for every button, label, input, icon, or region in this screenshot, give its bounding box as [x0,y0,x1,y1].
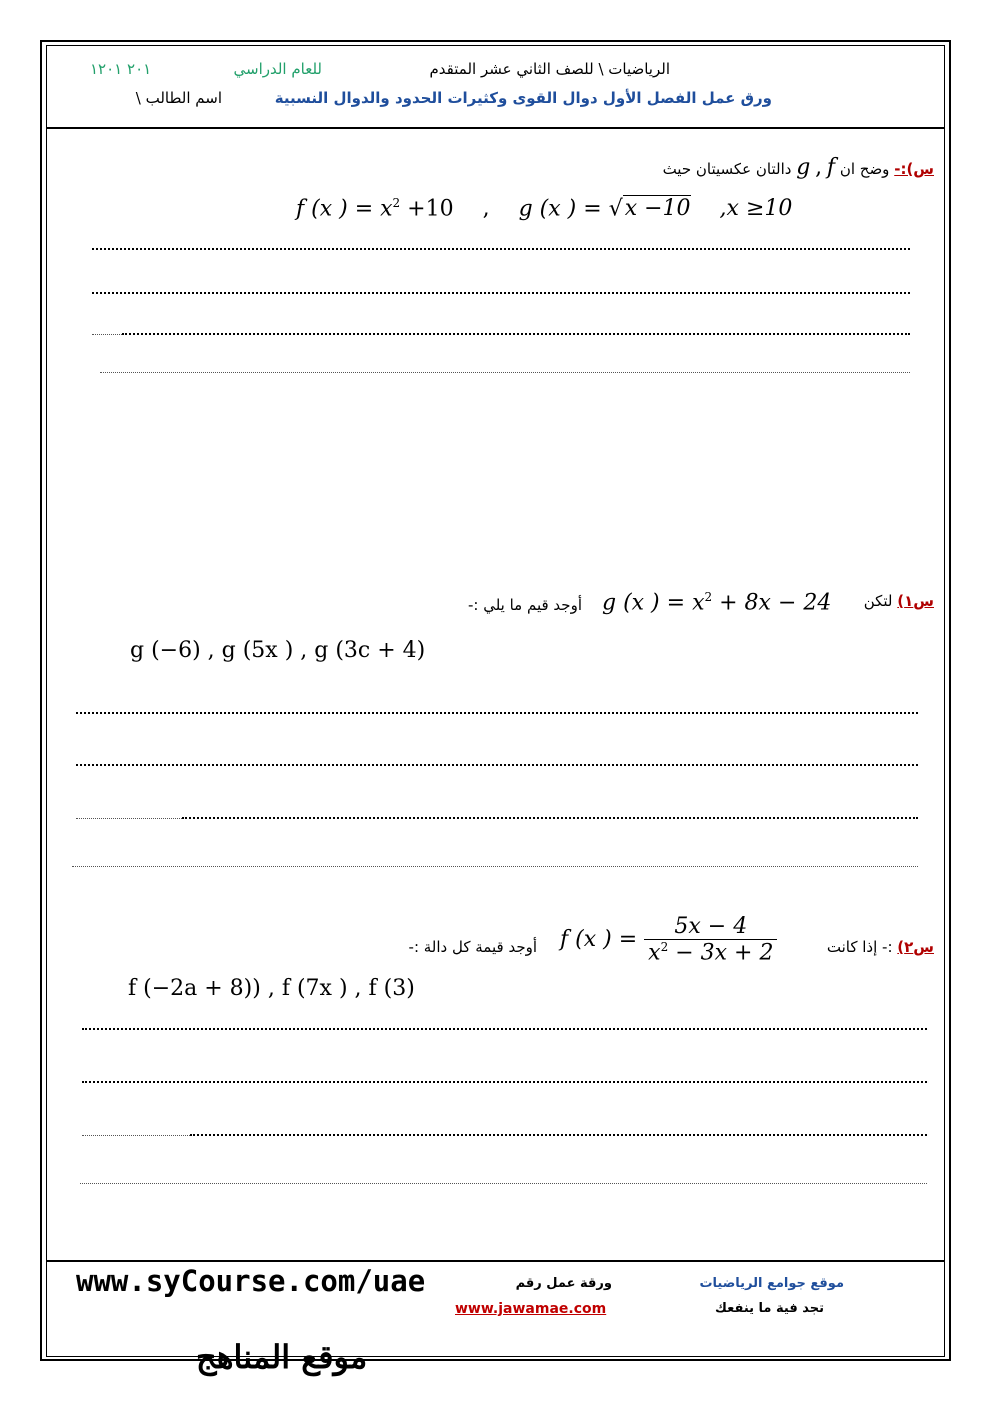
fraction-denominator-exponent: 2 [660,940,669,954]
question-1-label: س١) [897,592,934,610]
answer-line [72,866,918,867]
question-0-prompt [663,155,934,180]
header-subject: الرياضيات \ للصف الثاني عشر المتقدم [429,60,670,78]
site-url-watermark[interactable] [76,1264,425,1298]
site-name: موقع جوامع الرياضيات [699,1276,844,1291]
question-0-g: g [796,155,811,180]
fraction-denominator-tail: − 3x + 2 [668,940,774,966]
question-0-comma: , [815,155,823,180]
site-link[interactable]: www.jawamae.com [455,1301,607,1317]
equation-g-exponent: 2 [704,590,713,604]
answer-line [82,1135,190,1136]
question-2-prompt [827,938,934,956]
answer-line [92,292,910,294]
footer-divider [46,1260,945,1262]
handwritten-caption: موقع المناهج [196,1338,368,1376]
answer-line [82,1028,927,1030]
equation-g-def: g (x ) = x [602,590,705,616]
question-1-text-post: أوجد قيم ما يلي :- [467,596,582,614]
fraction-denominator-x: x [648,940,661,966]
student-name-label: اسم الطالب \ [135,89,222,107]
fraction-numerator: 5x − 4 [644,914,777,940]
equation-g-tail: + 8x − 24 [719,590,832,616]
header-year-label: للعام الدراسي [233,60,322,78]
question-1-items: g (−6) , g (5x ) , g (3c + 4) [130,638,426,663]
site-url-text: www.syCourse.com/uae [76,1264,426,1298]
answer-line [76,712,918,714]
equation-g: g (x ) = [518,196,602,222]
question-1-equation [602,590,831,615]
answer-line [76,764,918,766]
answer-line [76,818,182,819]
question-2-equation [560,914,777,965]
question-0-equation [296,196,792,221]
question-2-text-pre: :- إذا كانت [826,938,893,956]
question-2-label: س٢) [897,938,934,956]
equation-g-radicand: x −10 [624,196,691,222]
answer-line [122,333,910,335]
worksheet-title: ورق عمل الفصل الأول دوال القوى وكثيرات الحدود والدوال النسبية [274,89,772,107]
equation-f-tail: +10 [407,196,454,222]
answer-line [182,817,918,819]
equation-f-exponent: 2 [392,196,401,210]
question-1-text-pre: لتكن [863,592,893,610]
answer-line [100,372,910,373]
equation-f-lhs: f (x ) = [560,927,638,953]
question-2-items: f (−2a + 8)) , f (7x ) , f (3) [128,976,415,1001]
fraction-denominator [644,940,777,965]
question-0-text-pre: وضح ان [839,160,890,178]
page-border-inner [46,45,945,1357]
answer-line [92,248,910,250]
question-1-prompt [864,592,934,610]
equation-f: f (x ) = x [296,196,393,222]
answer-line [80,1183,927,1184]
answer-line [82,1081,927,1083]
answer-line [92,334,122,335]
question-0-label: س):- [894,160,934,178]
sqrt-icon: √ [608,196,623,222]
equation-separator: , [482,196,490,222]
answer-line [190,1134,927,1136]
question-0-f: f [826,155,836,180]
header-divider [46,127,945,129]
question-0-text-post: دالتان عكسيتان حيث [662,160,792,178]
equation-condition: ,x ≥10 [719,196,793,222]
fraction [644,914,777,965]
question-2-text-post: أوجد قيمة كل دالة :- [408,938,537,956]
site-tagline: تجد فية ما ينفعك [715,1301,824,1316]
header-year: ٢٠١ ١٢٠١ [90,60,152,78]
worksheet-number-label: ورقة عمل رقم [515,1276,612,1291]
